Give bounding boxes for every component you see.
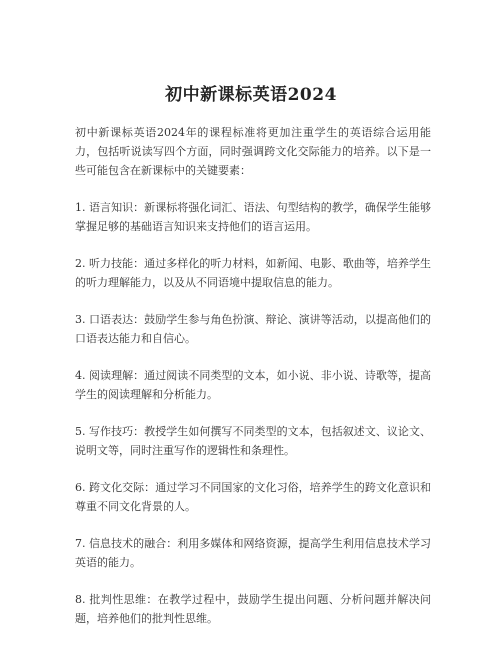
list-item: 4. 阅读理解：通过阅读不同类型的文本，如小说、非小说、诗歌等，提高学生的阅读理解和分析能力。 [75,369,431,401]
list-item: 2. 听力技能：通过多样化的听力材料，如新闻、电影、歌曲等，培养学生的听力理解能力，以及从不同语境中提取信息的能力。 [75,257,431,289]
list-item: 5. 写作技巧：教授学生如何撰写不同类型的文本，包括叙述文、议论文、说明文等，同时注重写作的逻辑性和条理性。 [75,425,431,457]
list-item: 8. 批判性思维：在教学过程中，鼓励学生提出问题、分析问题并解决问题，培养他们的批判性思维。 [75,593,431,625]
list-item: 7. 信息技术的融合：利用多媒体和网络资源，提高学生利用信息技术学习英语的能力。 [75,537,431,569]
list-item: 6. 跨文化交际：通过学习不同国家的文化习俗，培养学生的跨文化意识和尊重不同文化背景的人。 [75,481,431,513]
document-body [75,123,431,646]
list-item: 1. 语言知识：新课标将强化词汇、语法、句型结构的教学，确保学生能够掌握足够的基础语言知识来支持他们的语言运用。 [75,201,431,233]
intro-paragraph: 初中新课标英语2024年的课程标准将更加注重学生的英语综合运用能力，包括听说读写四个方面，同时强调跨文化交际能力的培养。以下是一些可能包含在新课标中的关键要素： [75,126,431,177]
list-item: 3. 口语表达：鼓励学生参与角色扮演、辩论、演讲等活动，以提高他们的口语表达能力和自信心。 [75,313,431,345]
document-title: 初中新课标英语2024 [165,85,337,105]
